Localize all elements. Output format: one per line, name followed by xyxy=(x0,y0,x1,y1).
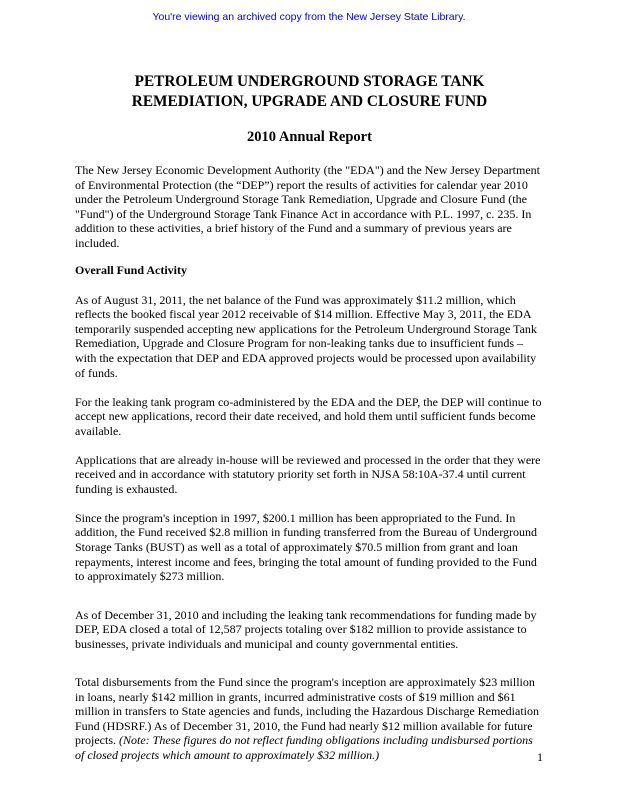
report-title xyxy=(75,72,544,112)
applications-paragraph: Applications that are already in-house will be reviewed and processed in the order that they were received and in accordance with statutory priority set forth in NJSA 58:10A-37.4 until current funding is exhausted. xyxy=(75,452,541,496)
archive-notice-link[interactable]: You're viewing an archived copy from the New Jersey State Library. xyxy=(152,11,466,23)
appropriations-paragraph: Since the program's inception in 1997, $200.1 million has been appropriated to the Fund. In addition, the Fund received $2.8 million in funding transferred from the Bureau of Underground Storage Tanks (BUST) as well as a total of approximately $70.5 million from grant and loan repayments, interest income and fees, bringing the total amount of funding provided to the Fund to approximately $273 million. xyxy=(75,510,537,584)
disbursements-text: Total disbursements from the Fund since the program's inception are approximately $23 million in loans, nearly $142 million in grants, incurred administrative costs of $19 million and $61 million in transfers to State agencies and funds, including the Hazardous Discharge Remediation Fund (HDSRF.) As of December 31, 2010, the Fund had nearly $12 million available for future projects. xyxy=(75,675,539,748)
disbursements-paragraph xyxy=(75,675,544,762)
intro-paragraph: The New Jersey Economic Development Authority (the "EDA") and the New Jersey Department of Environmental Protection (the “DEP”) report the results of activities for calendar year 2010 under the Petroleum Underground Storage Tank Remediation, Upgrade and Closure Fund (the "Fund") of the Underground Storage Tank Finance Act in accordance with P.L. 1997, c. 235. In addition to these activities, a brief history of the Fund and a summary of previous years are included. xyxy=(75,163,540,250)
leaking-tank-paragraph: For the leaking tank program co-administered by the EDA and the DEP, the DEP will continue to accept new applications, record their date received, and hold them until sufficient funds become available. xyxy=(75,394,542,438)
disbursements-note: (Note: These figures do not reflect funding obligations including undisbursed portions of closed projects which amount to approximately $32 million.) xyxy=(75,733,533,762)
report-subtitle: 2010 Annual Report xyxy=(247,129,372,145)
page-number: 1 xyxy=(537,750,543,764)
report-title-line-2: REMEDIATION, UPGRADE AND CLOSURE FUND xyxy=(131,93,488,110)
section-heading-overall-fund-activity: Overall Fund Activity xyxy=(75,263,187,278)
fund-balance-paragraph: As of August 31, 2011, the net balance of the Fund was approximately $11.2 million, which reflects the booked fiscal year 2012 receivable of $14 million. Effective May 3, 2011, the EDA temporarily suspended accepting new applications for the Petroleum Underground Storage Tank Remediation, Upgrade and Closure Program for non-leaking tanks due to insufficient funds – with the expectation that DEP and EDA approved projects would be processed upon availability of funds. xyxy=(75,292,537,380)
closed-projects-paragraph: As of December 31, 2010 and including the leaking tank recommendations for funding made by DEP, EDA closed a total of 12,587 projects totaling over $182 million to provide assistance to businesses, private individuals and municipal and county governmental entities. xyxy=(75,607,537,651)
report-page xyxy=(75,72,544,763)
report-title-line-1: PETROLEUM UNDERGROUND STORAGE TANK xyxy=(134,73,485,90)
